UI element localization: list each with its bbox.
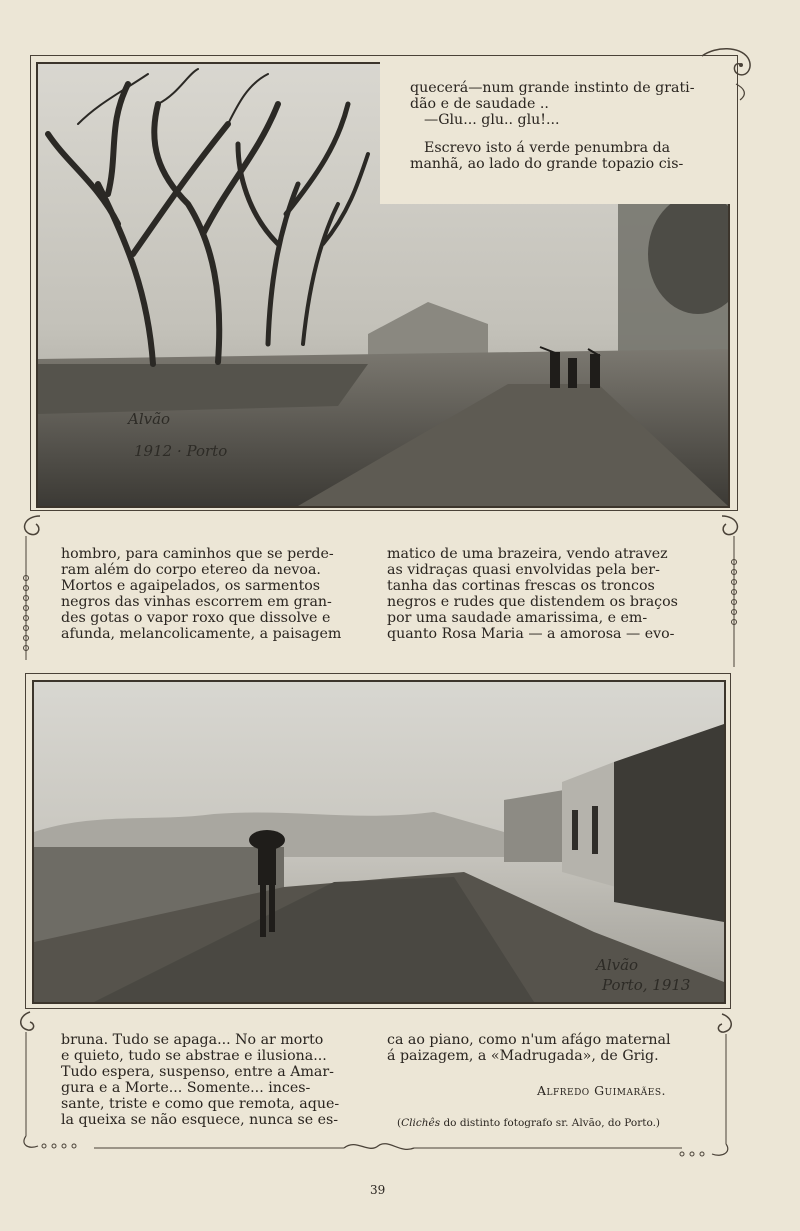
text-bottom-left-l5: sante, triste e como que remota, aque- (61, 1096, 340, 1112)
ornament-middle-left (14, 512, 54, 672)
photo-credit-prefix: ( (397, 1117, 402, 1129)
text-top-line3: —Glu... glu.. glu!... (424, 112, 560, 128)
text-bottom-right-l2: á paizagem, a «Madrugada», de Grig. (387, 1048, 659, 1064)
photo1-signature-place: 1912 · Porto (134, 442, 228, 460)
text-middle-right-l5: por uma saudade amarissima, e em- (387, 610, 648, 626)
text-bottom-left-l3: Tudo espera, suspenso, entre a Amar- (61, 1064, 334, 1080)
text-middle-left-l4: negros das vinhas escorrem em gran- (61, 594, 332, 610)
text-top-line5: manhã, ao lado do grande topazio cis- (410, 156, 684, 172)
text-middle-left-l5: des gotas o vapor roxo que dissolve e (61, 610, 331, 626)
photo-credit-italic: Clichês (401, 1117, 441, 1129)
text-bottom-left (61, 1032, 361, 1128)
text-top (380, 62, 732, 204)
text-middle-right-l1: matico de uma brazeira, vendo atravez (387, 546, 668, 562)
text-top-line2: dão e de saudade .. (410, 96, 549, 112)
text-bottom-left-l2: e quieto, tudo se abstrae e ilusiona... (61, 1048, 327, 1064)
text-bottom-left-l4: gura e a Morte... Somente... inces- (61, 1080, 311, 1096)
text-middle-left-l1: hombro, para caminhos que se perde- (61, 546, 334, 562)
photo2-signature-place: Porto, 1913 (602, 976, 691, 994)
photo-credit-rest: do distinto fotografo sr. Alvão, do Porto.) (440, 1117, 661, 1129)
photo1-signature-name: Alvão (128, 410, 171, 428)
text-middle-right (387, 546, 691, 642)
page-number: 39 (370, 1183, 386, 1197)
photo-man-carrying-load-on-road (32, 680, 726, 1004)
ornament-middle-right (708, 512, 748, 672)
text-bottom-left-l1: bruna. Tudo se apaga... No ar morto (61, 1032, 324, 1048)
text-middle-right-l3: tanha das cortinas frescas os troncos (387, 578, 655, 594)
text-top-line4: Escrevo isto á verde penumbra da (424, 140, 671, 156)
photo2-signature-name: Alvão (596, 956, 639, 974)
text-bottom-right (387, 1032, 691, 1064)
text-middle-left-l6: afunda, melancolicamente, a paisagem (61, 626, 342, 642)
text-bottom-left-l6: la queixa se não esquece, nunca se es- (61, 1112, 339, 1128)
photo-credit (397, 1117, 660, 1129)
text-middle-left (61, 546, 361, 642)
text-middle-right-l4: negros e rudes que distendem os braços (387, 594, 678, 610)
text-bottom-right-l1: ca ao piano, como n'um afágo maternal (387, 1032, 671, 1048)
author-signature: Alfredo Guimarães. (537, 1083, 666, 1098)
text-middle-right-l6: quanto Rosa Maria — a amorosa — evo- (387, 626, 675, 642)
text-middle-left-l2: ram além do corpo etereo da nevoa. (61, 562, 321, 578)
text-middle-right-l2: as vidraças quasi envolvidas pela ber- (387, 562, 660, 578)
text-top-line1: quecerá—num grande instinto de grati- (410, 80, 695, 96)
text-middle-left-l3: Mortos e agaipelados, os sarmentos (61, 578, 321, 594)
